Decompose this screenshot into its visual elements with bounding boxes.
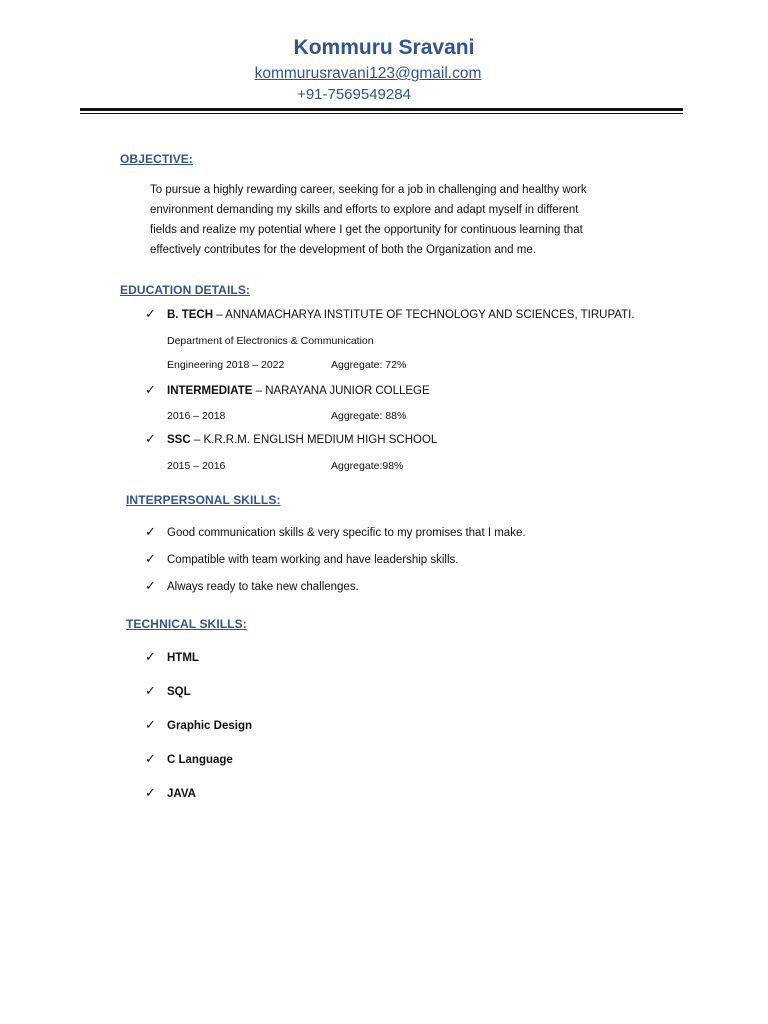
education-years: 2015 – 2016 — [167, 460, 226, 472]
check-icon: ✓ — [145, 524, 156, 539]
objective-line: To pursue a highly rewarding career, seeking for a job in challenging and healthy work — [150, 184, 587, 196]
email-link[interactable]: kommurusravani123@gmail.com — [254, 65, 482, 82]
technical-item-java: JAVA — [167, 788, 196, 800]
objective-line: fields and realize my potential where I get the opportunity for continuous learning that — [150, 224, 583, 236]
education-item-intermediate — [167, 385, 430, 397]
technical-item-graphic-design: Graphic Design — [167, 720, 252, 732]
education-aggregate: Aggregate:98% — [331, 460, 404, 472]
check-icon: ✓ — [145, 785, 156, 800]
check-icon: ✓ — [145, 649, 156, 664]
objective-line: effectively contributes for the development of both the Organization and me. — [150, 244, 536, 256]
technical-item-c-language: C Language — [167, 754, 233, 766]
interpersonal-item: Good communication skills & very specific to my promises that I make. — [167, 527, 526, 539]
check-icon: ✓ — [145, 683, 156, 698]
degree-name: SSC — [167, 434, 191, 446]
check-icon: ✓ — [145, 306, 156, 321]
check-icon: ✓ — [145, 751, 156, 766]
check-icon: ✓ — [145, 551, 156, 566]
education-aggregate: Aggregate: 72% — [331, 359, 407, 371]
objective-paragraph — [150, 180, 642, 260]
education-years: 2016 – 2018 — [167, 410, 226, 422]
header-rule-thin — [80, 113, 683, 114]
education-dept: Department of Electronics & Communication — [167, 335, 374, 347]
technical-item-html: HTML — [167, 652, 199, 664]
objective-line: environment demanding my skills and efforts to explore and adapt myself in different — [150, 204, 579, 216]
interpersonal-item: Compatible with team working and have leadership skills. — [167, 554, 459, 566]
check-icon: ✓ — [145, 431, 156, 446]
check-icon: ✓ — [145, 578, 156, 593]
interpersonal-item: Always ready to take new challenges. — [167, 581, 359, 593]
institute-name: – ANNAMACHARYA INSTITUTE OF TECHNOLOGY AND SCIENCES, TIRUPATI. — [213, 309, 635, 321]
interpersonal-heading: INTERPERSONAL SKILLS: — [126, 493, 281, 507]
education-item-ssc — [167, 434, 437, 446]
degree-name: INTERMEDIATE — [167, 385, 253, 397]
degree-name: B. TECH — [167, 309, 213, 321]
institute-name: – K.R.R.M. ENGLISH MEDIUM HIGH SCHOOL — [190, 434, 438, 446]
phone-number: +91-7569549284 — [297, 86, 411, 103]
institute-name: – NARAYANA JUNIOR COLLEGE — [252, 385, 430, 397]
check-icon: ✓ — [145, 717, 156, 732]
technical-item-sql: SQL — [167, 686, 191, 698]
header-rule-thick — [80, 108, 683, 111]
education-heading: EDUCATION DETAILS: — [120, 283, 251, 297]
education-item-btech — [167, 309, 635, 321]
objective-heading: OBJECTIVE: — [120, 152, 194, 166]
technical-heading: TECHNICAL SKILLS: — [126, 617, 247, 631]
education-years: Engineering 2018 – 2022 — [167, 359, 285, 371]
check-icon: ✓ — [145, 382, 156, 397]
email-address — [0, 65, 736, 83]
education-aggregate: Aggregate: 88% — [331, 410, 407, 422]
candidate-name: Kommuru Sravani — [293, 36, 475, 59]
